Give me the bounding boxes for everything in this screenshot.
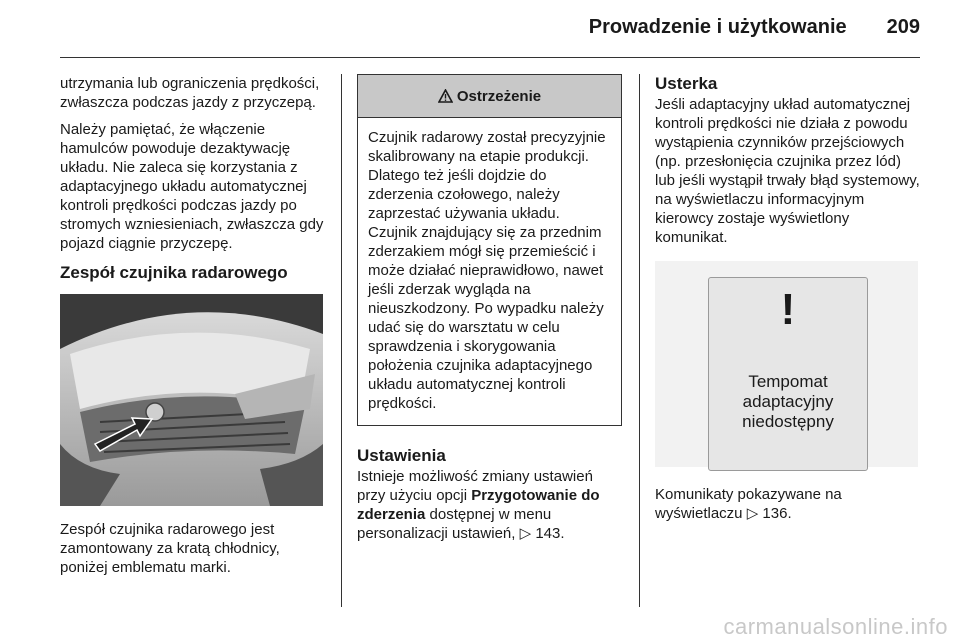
- warning-triangle-icon: [438, 89, 453, 103]
- column-1: [60, 74, 326, 585]
- fault-paragraph: Jeśli adaptacyjny układ automatycznej kontroli prędkości nie działa z powodu wystąpienia czynników przejściowych (np. przesłonięcia czujnika przez lód) lub jeśli wystąpił trwały błąd systemowy, na wyświetlaczu informacyjnym kierowcy zostaje wyświetlony komunikat.: [655, 96, 920, 246]
- settings-paragraph: Istnieje możliwość zmiany ustawień przy użyciu opcji Przygotowanie do zderzenia dostępnej w menu personalizacji ustawień, ▷ 143.: [357, 468, 600, 542]
- paragraph: Należy pamiętać, że włączenie hamulców powoduje dezaktywację układu. Nie zaleca się korzystania z adaptacyjnego układu automatycznej kontroli prędkości podczas jazdy po stromych wzniesieniach, zwłaszcza gdy pojazd ciągnie przyczepę.: [60, 121, 324, 252]
- column-divider-2: [639, 74, 640, 607]
- section-heading-radar: Zespół czujnika radarowego: [60, 263, 288, 282]
- column-3: [655, 74, 920, 531]
- column-divider-1: [341, 74, 342, 607]
- warning-header: [358, 75, 621, 118]
- driver-info-display-illustration: [655, 261, 918, 467]
- chapter-title: Prowadzenie i użytkowanie: [588, 16, 847, 38]
- page-reference[interactable]: 143.: [535, 525, 565, 542]
- warning-body: Czujnik radarowy został precyzyjnie skalibrowany na etapie produkcji. Dlatego też jeśli dojdzie do zderzenia czołowego, należy zaprzestać używania układu. Czujnik znajdujący się za przednim zderzakiem mógł się przemieścić i może działać nieprawidłowo, nawet jeśli zderzak wygląda na nieuszkodzony. Po wypadku należy udać się do warsztatu w celu sprawdzenia i skorygowania położenia czujnika adaptacyjnego układu automatycznej kontroli prędkości.: [368, 129, 606, 412]
- exclamation-icon: !: [780, 285, 796, 334]
- section-heading-fault: Usterka: [655, 74, 718, 93]
- display-message: Tempomat adaptacyjny niedostępny: [742, 372, 834, 431]
- arrow-ref-icon: ▷: [519, 525, 532, 542]
- paragraph: utrzymania lub ograniczenia prędkości, zwłaszcza podczas jazdy z przyczepą.: [60, 75, 320, 111]
- section-heading-settings: Ustawienia: [357, 446, 446, 465]
- arrow-ref-icon: ▷: [746, 505, 759, 522]
- header-rule: [60, 57, 920, 58]
- display-screen: [708, 277, 868, 471]
- car-front-photo: [60, 294, 323, 506]
- option-name: Przygotowanie do zderzenia: [357, 487, 600, 523]
- photo-caption: Zespół czujnika radarowego jest zamontowany za kratą chłodnicy, poniżej emblematu marki.: [60, 521, 280, 576]
- page-reference[interactable]: 136.: [762, 505, 792, 522]
- car-front-illustration: [60, 294, 323, 506]
- watermark: carmanualsonline.info: [723, 614, 948, 639]
- column-2: [357, 74, 622, 551]
- display-caption: Komunikaty pokazywane na wyświetlaczu ▷ 136.: [655, 486, 842, 522]
- page-header: [589, 16, 920, 39]
- page-number: 209: [886, 16, 920, 38]
- warning-title: Ostrzeżenie: [456, 87, 542, 105]
- warning-box: [357, 74, 622, 426]
